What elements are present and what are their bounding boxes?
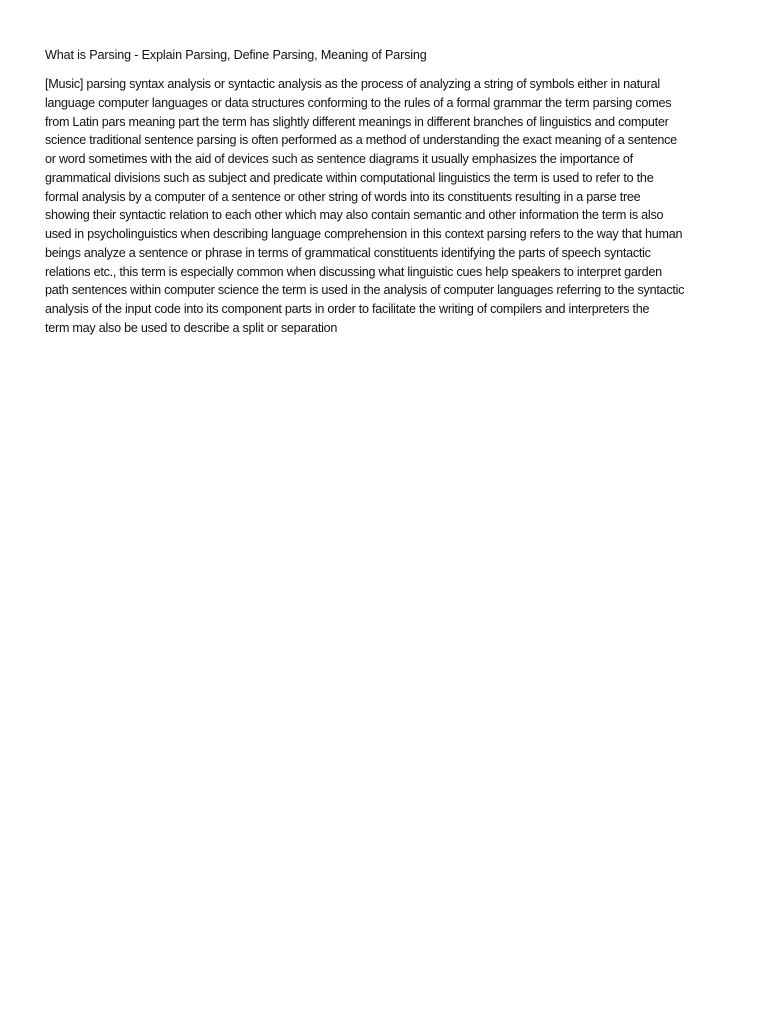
body-line: showing their syntactic relation to each other which may also contain semantic and other information the term is also — [45, 208, 664, 223]
body-line: used in psycholinguistics when describing language comprehension in this context parsing refers to the way that human — [45, 227, 683, 241]
body-line: [Music] parsing syntax analysis or syntactic analysis as the process of analyzing a string of symbols either in natural — [45, 77, 660, 91]
body-line: term may also be used to describe a split or separation — [45, 320, 338, 335]
body-line: or word sometimes with the aid of devices such as sentence diagrams it usually emphasizes the importance of — [45, 152, 633, 166]
body-line: formal analysis by a computer of a sentence or other string of words into its constituents resulting in a parse tree — [45, 189, 641, 204]
body-line: from Latin pars meaning part the term has slightly different meanings in different branches of linguistics and computer — [45, 114, 669, 129]
body-line: beings analyze a sentence or phrase in terms of grammatical constituents identifying the parts of speech syntactic — [45, 245, 651, 260]
body-line: grammatical divisions such as subject and predicate within computational linguistics the term is used to refer to the — [45, 170, 654, 185]
body-line: relations etc., this term is especially common when discussing what linguistic cues help speakers to interpret garden — [45, 264, 662, 279]
body-line: analysis of the input code into its component parts in order to facilitate the writing of compilers and interpreters the — [45, 302, 650, 316]
body-line: science traditional sentence parsing is often performed as a method of understanding the exact meaning of a sentence — [45, 133, 677, 148]
body-line: language computer languages or data structures conforming to the rules of a formal grammar the term parsing comes — [45, 95, 672, 110]
document-title: What is Parsing - Explain Parsing, Define Parsing, Meaning of Parsing — [45, 48, 427, 62]
body-line: path sentences within computer science the term is used in the analysis of computer languages referring to the syntactic — [45, 283, 685, 298]
document-body — [45, 75, 727, 338]
